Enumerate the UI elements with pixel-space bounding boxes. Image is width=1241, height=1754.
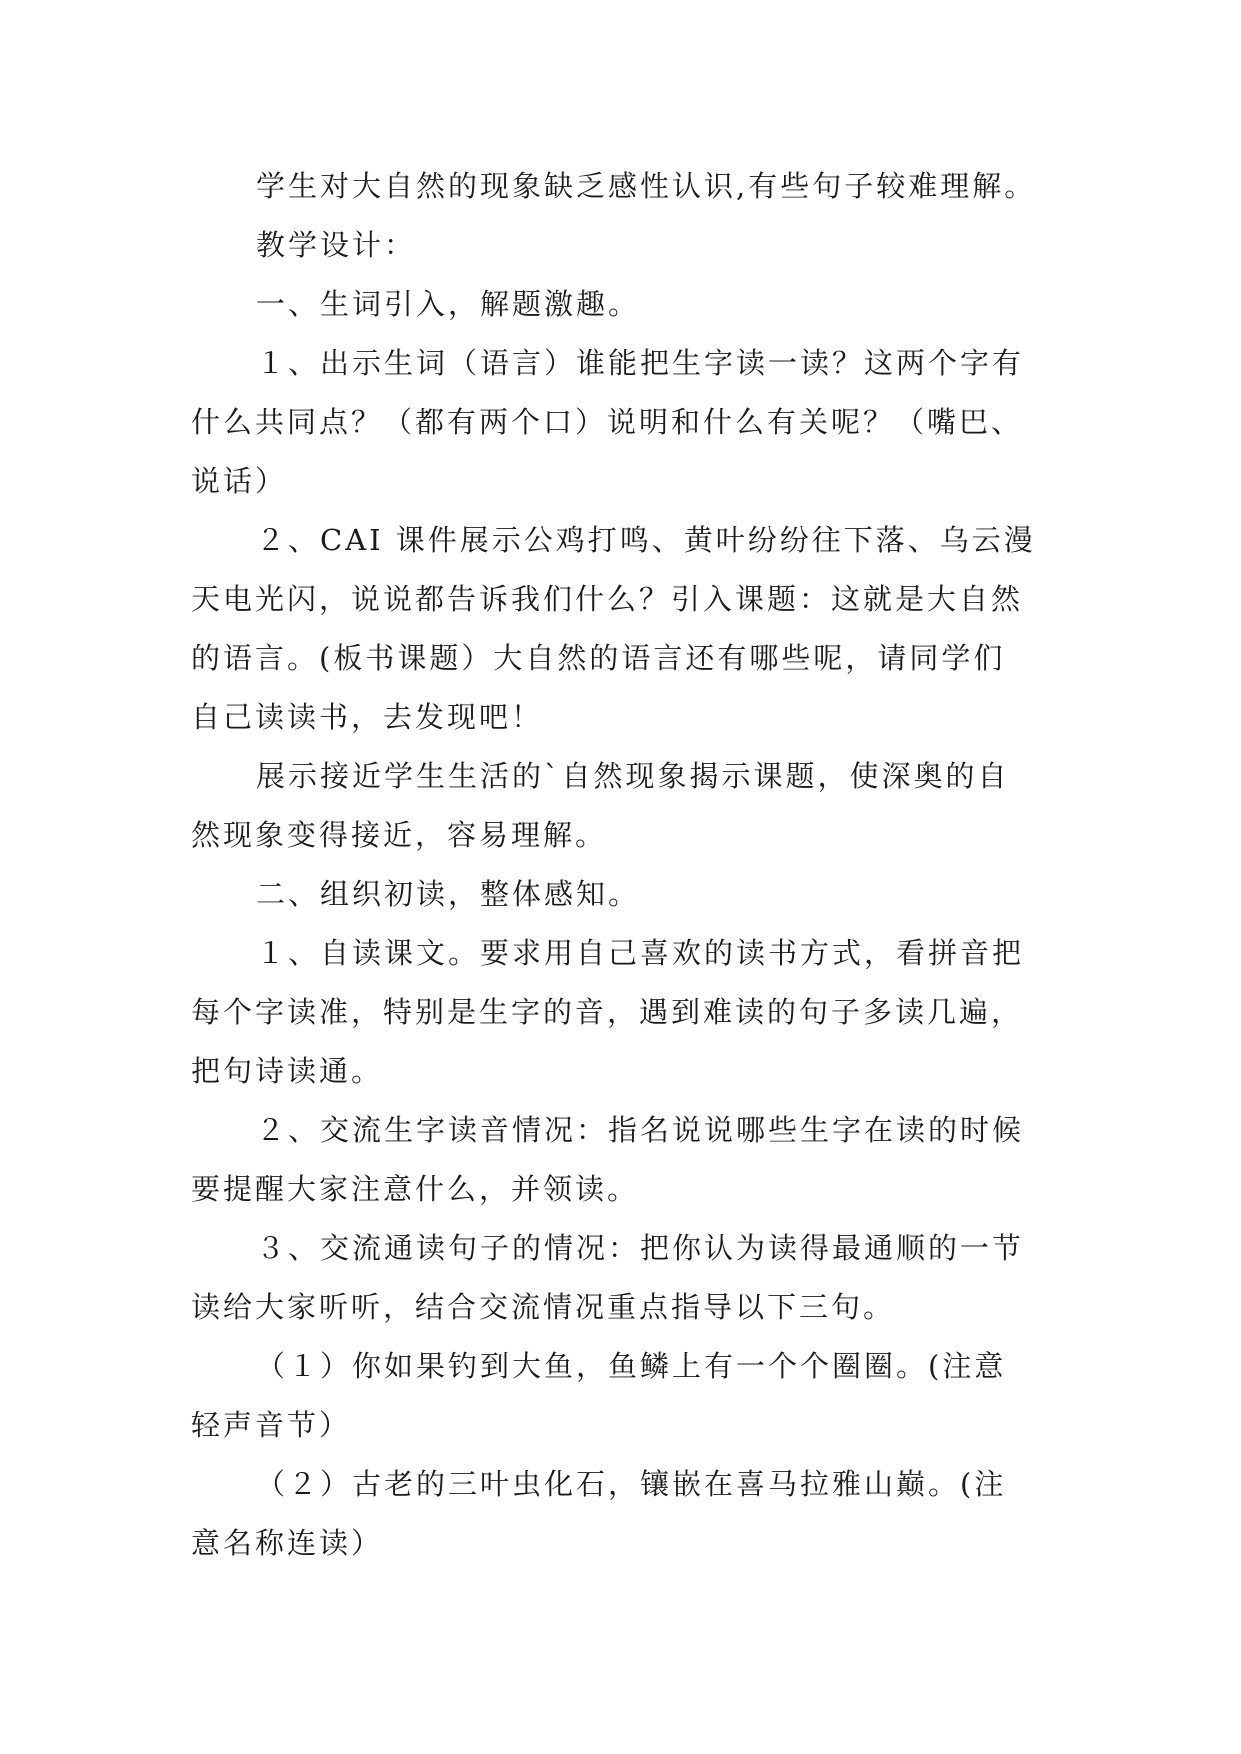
paragraph-line: ２、CAI 课件展示公鸡打鸣、黄叶纷纷往下落、乌云漫 — [256, 523, 1036, 557]
paragraph-line: （２）古老的三叶虫化石，镶嵌在喜马拉雅山巅。(注 — [256, 1467, 1007, 1501]
paragraph-line: 每个字读准，特别是生字的音，遇到难读的句子多读几遍， — [191, 995, 1024, 1029]
paragraph-line: 意名称连读） — [191, 1526, 384, 1560]
paragraph-line: ３、交流通读句子的情况：把你认为读得最通顺的一节 — [256, 1231, 1025, 1265]
paragraph-line: 轻声音节） — [191, 1408, 352, 1442]
paragraph-line: 展示接近学生生活的`自然现象揭示课题，使深奥的自 — [256, 759, 1010, 793]
paragraph-line: 的语言。(板书课题）大自然的语言还有哪些呢，请同学们 — [191, 641, 1006, 675]
paragraph-line: 然现象变得接近，容易理解。 — [191, 818, 608, 852]
paragraph-line: １、自读课文。要求用自己喜欢的读书方式，看拼音把 — [256, 936, 1025, 970]
paragraph-line: 读给大家听听，结合交流情况重点指导以下三句。 — [191, 1290, 896, 1324]
paragraph-line: （１）你如果钓到大鱼，鱼鳞上有一个个圈圈。(注意 — [256, 1349, 1007, 1383]
paragraph-line: ２、交流生字读音情况：指名说说哪些生字在读的时候 — [256, 1113, 1025, 1147]
paragraph-line: 天电光闪，说说都告诉我们什么？引入课题：这就是大自然 — [191, 582, 1024, 616]
section-heading: 二、组织初读，整体感知。 — [256, 877, 641, 911]
paragraph-line: 自己读读书，去发现吧！ — [191, 700, 544, 734]
paragraph-line: 说话） — [191, 464, 288, 498]
paragraph-line: 什么共同点？（都有两个口）说明和什么有关呢？（嘴巴、 — [191, 405, 1024, 439]
paragraph-line: 把句诗读通。 — [191, 1054, 384, 1088]
section-heading: 一、生词引入，解题激趣。 — [256, 287, 641, 321]
paragraph-line: 要提醒大家注意什么，并领读。 — [191, 1172, 640, 1206]
paragraph-line: １、出示生词（语言）谁能把生字读一读？这两个字有 — [256, 346, 1025, 380]
paragraph-line: 教学设计： — [256, 228, 417, 262]
paragraph-line: 学生对大自然的现象缺乏感性认识,有些句子较难理解。 — [256, 169, 1037, 203]
